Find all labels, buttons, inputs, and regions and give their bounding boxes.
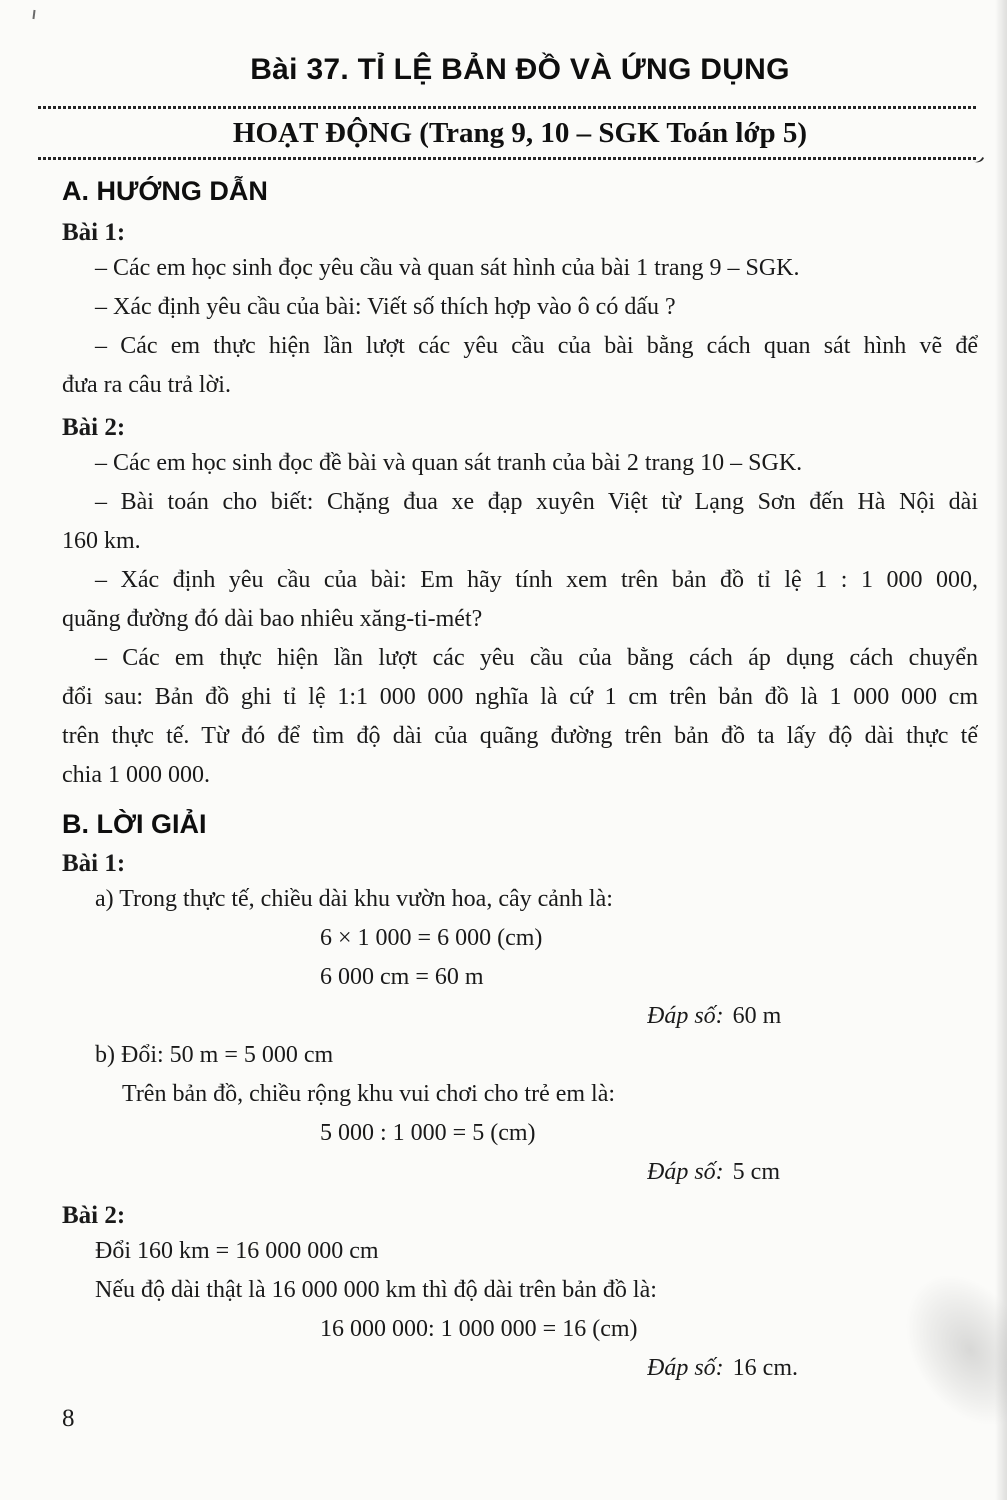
guide-line: – Các em thực hiện lần lượt các yêu cầu của bài bằng cách quan sát hình vẽ để: [95, 333, 978, 359]
page-number: 8: [62, 1405, 75, 1432]
guide-line: – Các em học sinh đọc yêu cầu và quan sát hình của bài 1 trang 9 – SGK.: [95, 255, 800, 281]
guide-line: – Xác định yêu cầu của bài: Viết số thích hợp vào ô có dấu ?: [95, 294, 676, 320]
solution-line: Nếu độ dài thật là 16 000 000 km thì độ dài trên bản đồ là:: [95, 1277, 657, 1303]
equation-line: 5 000 : 1 000 = 5 (cm): [320, 1120, 536, 1146]
guide-line: chia 1 000 000.: [62, 762, 210, 788]
answer-value: 60 m: [732, 1003, 782, 1029]
equation-line: 6 × 1 000 = 6 000 (cm): [320, 925, 543, 951]
lesson-title: Bài 37. TỈ LỆ BẢN ĐỒ VÀ ỨNG DỤNG: [250, 53, 790, 86]
exercise-label: Bài 1:: [62, 219, 126, 246]
answer-line: [647, 1349, 978, 1388]
exercise-label: Bài 2:: [62, 1202, 126, 1229]
guide-line: trên thực tế. Từ đó để tìm độ dài của quãng đường trên bản đồ ta lấy độ dài thực tế: [62, 723, 978, 749]
guide-line: – Xác định yêu cầu của bài: Em hãy tính xem trên bản đồ tỉ lệ 1 : 1 000 000,: [95, 567, 978, 593]
answer-label: Đáp số:: [647, 1355, 724, 1381]
solution-line: b) Đổi: 50 m = 5 000 cm: [95, 1042, 334, 1068]
solution-line: a) Trong thực tế, chiều dài khu vườn hoa, cây cảnh là:: [95, 886, 613, 912]
answer-value: 16 cm.: [732, 1355, 798, 1381]
guide-line: quãng đường đó dài bao nhiêu xăng-ti-mét?: [62, 606, 483, 632]
guide-line: 160 km.: [62, 528, 141, 554]
exercise-label: Bài 2:: [62, 414, 126, 441]
guide-line: – Bài toán cho biết: Chặng đua xe đạp xuyên Việt từ Lạng Sơn đến Hà Nội dài: [95, 489, 978, 515]
answer-label: Đáp số:: [647, 1159, 724, 1185]
solution-line: Đổi 160 km = 16 000 000 cm: [95, 1238, 379, 1264]
section-heading-solution: B. LỜI GIẢI: [62, 809, 207, 839]
activity-subtitle: HOẠT ĐỘNG (Trang 9, 10 – SGK Toán lớp 5): [232, 117, 808, 149]
dashed-divider-bottom: [38, 157, 978, 160]
dashed-divider-top: [38, 106, 978, 109]
guide-line: – Các em thực hiện lần lượt các yêu cầu của bằng cách áp dụng cách chuyển: [95, 645, 978, 671]
guide-line: đưa ra câu trả lời.: [62, 372, 231, 398]
answer-label: Đáp số:: [647, 1003, 724, 1029]
exercise-label: Bài 1:: [62, 850, 126, 877]
answer-line: [647, 997, 978, 1036]
answer-line: [647, 1153, 978, 1192]
section-heading-guide: A. HƯỚNG DẪN: [62, 176, 268, 206]
equation-line: 6 000 cm = 60 m: [320, 964, 484, 990]
guide-line: đổi sau: Bản đồ ghi tỉ lệ 1:1 000 000 nghĩa là cứ 1 cm trên bản đồ là 1 000 000 cm: [62, 684, 978, 710]
solution-line: Trên bản đồ, chiều rộng khu vui chơi cho trẻ em là:: [122, 1081, 616, 1107]
equation-line: 16 000 000: 1 000 000 = 16 (cm): [320, 1316, 638, 1342]
answer-value: 5 cm: [732, 1159, 780, 1185]
guide-line: – Các em học sinh đọc đề bài và quan sát tranh của bài 2 trang 10 – SGK.: [95, 450, 803, 476]
